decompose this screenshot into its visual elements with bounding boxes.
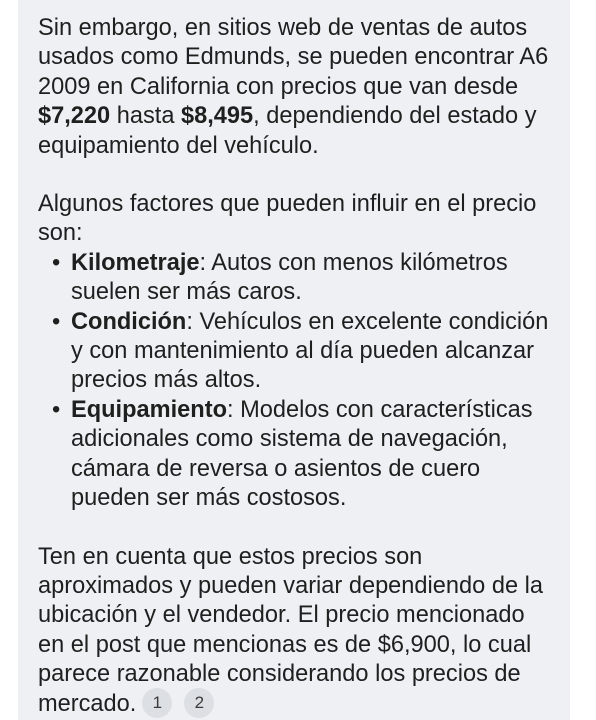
price-low: $7,220 (38, 103, 111, 130)
list-item (38, 396, 552, 514)
message-paragraph-conclusion (38, 543, 552, 720)
price-high: $8,495 (181, 103, 254, 130)
citation-badge-2[interactable]: 2 (184, 688, 214, 718)
chat-message-bubble (18, 0, 570, 720)
list-item (38, 308, 552, 396)
paragraph-spacer (38, 161, 552, 190)
paragraph-spacer (38, 514, 552, 543)
paragraph-text: , dependiendo del estado y equipamiento del vehículo. (38, 103, 537, 159)
citation-badge-1[interactable]: 1 (142, 688, 172, 718)
factor-description: : Autos con menos kilómetros suelen ser más caros. (71, 249, 508, 306)
paragraph-text: hasta (110, 103, 181, 130)
paragraph-text: Ten en cuenta que estos precios son aproximados y pueden variar dependiendo de la ubicación y el vendedor. El precio mencionado en el post que mencionas es de $6,900, lo cual parece razonable considerando los precios de mercado. (38, 543, 543, 717)
message-paragraph-factors-intro: Algunos factores que pueden influir en el precio son: (38, 191, 537, 247)
factor-term: Equipamiento (71, 396, 227, 423)
list-item (38, 249, 552, 308)
factor-description: : Vehículos en excelente condición y con mantenimiento al día pueden alcanzar precios más altos. (71, 308, 549, 394)
paragraph-text: Sin embargo, en sitios web de ventas de autos usados como Edmunds, se pueden encontrar A6 2009 en California con precios que van desde (38, 15, 549, 100)
factor-term: Kilometraje (71, 249, 200, 276)
factor-description: : Modelos con características adicionales como sistema de navegación, cámara de reversa o asientos de cuero pueden ser más costosos. (71, 396, 533, 512)
factors-list (38, 249, 552, 514)
factor-term: Condición (71, 308, 187, 335)
message-paragraph-prices (38, 14, 552, 161)
